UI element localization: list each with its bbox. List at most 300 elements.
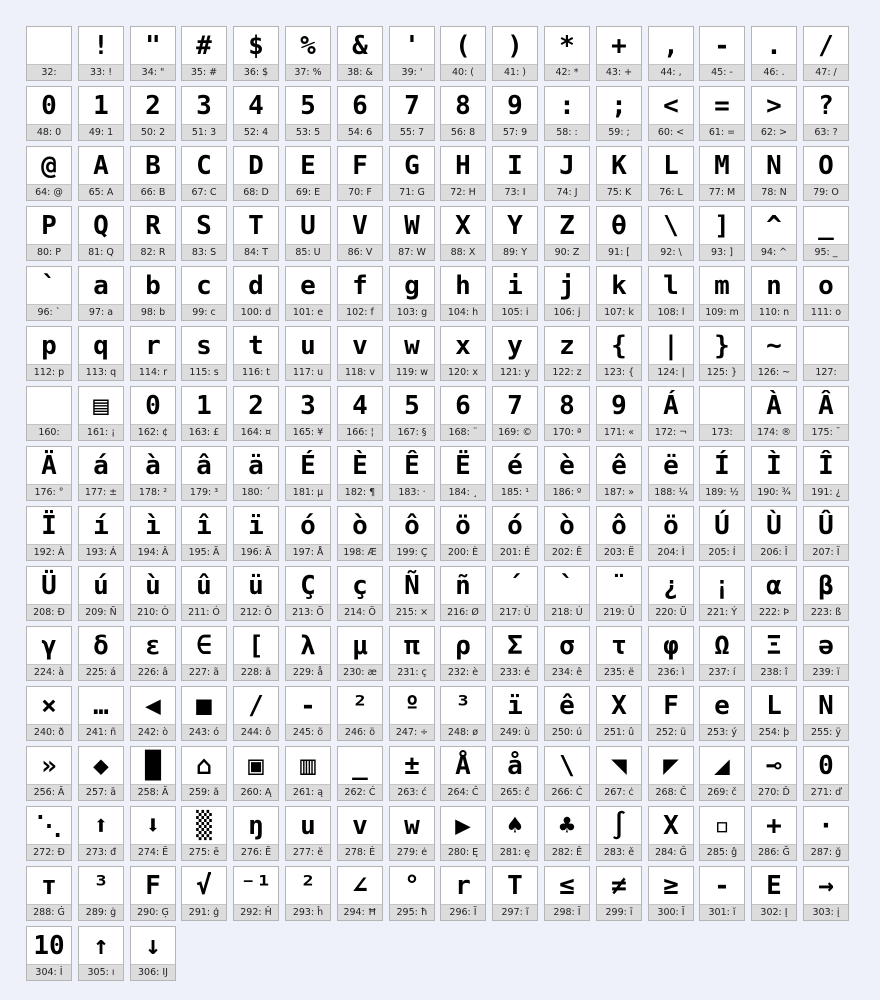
glyph-cell	[596, 326, 642, 381]
glyph-cell	[751, 686, 797, 741]
glyph-cell	[492, 506, 538, 561]
glyph-code-label: 35: #	[182, 64, 226, 80]
glyph-code-label: 88: X	[441, 244, 485, 260]
glyph-character: 6	[455, 391, 471, 421]
glyph-code-label: 244: ô	[234, 724, 278, 740]
glyph-code-label: 227: ã	[182, 664, 226, 680]
glyph-character: ⌂	[196, 751, 212, 781]
glyph-code-label: 213: Õ	[286, 604, 330, 620]
glyph-code-label: 245: õ	[286, 724, 330, 740]
glyph-character: ê	[559, 691, 575, 721]
glyph-code-label: 291: ģ	[182, 904, 226, 920]
glyph-cell	[492, 146, 538, 201]
glyph-cell	[751, 206, 797, 261]
glyph-cell	[389, 386, 435, 441]
glyph-character: \	[559, 751, 575, 781]
glyph-code-label: 81: Q	[79, 244, 123, 260]
glyph-character: ò	[352, 511, 368, 541]
glyph-character: F	[663, 691, 679, 721]
glyph-character: →	[818, 871, 834, 901]
glyph-cell	[492, 446, 538, 501]
glyph-character: ô	[404, 511, 420, 541]
glyph-cell	[78, 626, 124, 681]
glyph-character: B	[145, 151, 161, 181]
glyph-code-label: 83: S	[182, 244, 226, 260]
glyph-cell	[440, 386, 486, 441]
glyph-code-label: 253: ý	[700, 724, 744, 740]
glyph-code-label: 165: ¥	[286, 424, 330, 440]
glyph-code-label: 164: ¤	[234, 424, 278, 440]
glyph-character: ≤	[559, 871, 575, 901]
glyph-code-label: 289: ġ	[79, 904, 123, 920]
glyph-cell	[78, 326, 124, 381]
glyph-character: +	[611, 31, 627, 61]
glyph-code-label: 250: ú	[545, 724, 589, 740]
glyph-character: 4	[352, 391, 368, 421]
glyph-character: Â	[818, 391, 834, 421]
glyph-cell	[440, 446, 486, 501]
glyph-cell	[389, 866, 435, 921]
glyph-character: ə	[818, 631, 834, 661]
glyph-character: h	[455, 271, 471, 301]
glyph-cell	[130, 506, 176, 561]
glyph-character: -	[714, 31, 730, 61]
glyph-code-label: 69: E	[286, 184, 330, 200]
glyph-code-label: 195: Ã	[182, 544, 226, 560]
glyph-character: y	[507, 331, 523, 361]
glyph-character: m	[714, 271, 730, 301]
glyph-cell	[492, 326, 538, 381]
glyph-character: +	[766, 811, 782, 841]
glyph-cell	[596, 566, 642, 621]
glyph-character	[700, 387, 744, 425]
glyph-cell	[648, 446, 694, 501]
glyph-cell	[544, 266, 590, 321]
glyph-cell	[78, 866, 124, 921]
glyph-character: ▤	[93, 391, 109, 421]
glyph-cell	[285, 386, 331, 441]
glyph-cell	[78, 386, 124, 441]
glyph-character: ▥	[300, 751, 316, 781]
glyph-code-label: 184: ¸	[441, 484, 485, 500]
glyph-character: $	[248, 31, 264, 61]
glyph-cell	[699, 866, 745, 921]
glyph-character: X	[455, 211, 471, 241]
glyph-character: ö	[455, 511, 471, 541]
glyph-code-label: 176: °	[27, 484, 71, 500]
glyph-code-label: 248: ø	[441, 724, 485, 740]
glyph-cell	[699, 206, 745, 261]
glyph-cell	[751, 86, 797, 141]
glyph-code-label: 106: j	[545, 304, 589, 320]
glyph-character: ρ	[455, 631, 471, 661]
glyph-cell	[337, 566, 383, 621]
glyph-code-label: 172: ¬	[649, 424, 693, 440]
glyph-cell	[26, 326, 72, 381]
glyph-cell	[78, 26, 124, 81]
glyph-character: w	[404, 811, 420, 841]
glyph-character: À	[766, 391, 782, 421]
glyph-character: α	[766, 571, 782, 601]
glyph-code-label: 169: ©	[493, 424, 537, 440]
glyph-character: √	[196, 871, 212, 901]
glyph-character: î	[196, 511, 212, 541]
glyph-code-label: 52: 4	[234, 124, 278, 140]
glyph-character: 0	[818, 751, 834, 781]
glyph-character: 2	[145, 91, 161, 121]
glyph-character: 3	[196, 91, 212, 121]
glyph-character: í	[93, 511, 109, 541]
glyph-cell	[648, 626, 694, 681]
glyph-cell	[285, 26, 331, 81]
glyph-code-label: 266: Ċ	[545, 784, 589, 800]
glyph-character: Ä	[41, 451, 57, 481]
glyph-code-label: 287: ğ	[804, 844, 848, 860]
glyph-cell	[285, 746, 331, 801]
glyph-character: C	[196, 151, 212, 181]
glyph-code-label: 251: û	[597, 724, 641, 740]
glyph-code-label: 34: "	[131, 64, 175, 80]
glyph-code-label: 290: Ģ	[131, 904, 175, 920]
glyph-code-label: 238: î	[752, 664, 796, 680]
glyph-cell	[544, 746, 590, 801]
glyph-code-label: 108: l	[649, 304, 693, 320]
glyph-code-label: 43: +	[597, 64, 641, 80]
glyph-cell	[233, 806, 279, 861]
glyph-character: q	[93, 331, 109, 361]
glyph-code-label: 281: ę	[493, 844, 537, 860]
glyph-character: -	[714, 871, 730, 901]
glyph-code-label: 33: !	[79, 64, 123, 80]
glyph-cell	[648, 686, 694, 741]
glyph-code-label: 56: 8	[441, 124, 485, 140]
glyph-character: u	[300, 811, 316, 841]
glyph-code-label: 189: ½	[700, 484, 744, 500]
glyph-character: r	[145, 331, 161, 361]
glyph-code-label: 216: Ø	[441, 604, 485, 620]
glyph-cell	[699, 386, 745, 441]
glyph-code-label: 166: ¦	[338, 424, 382, 440]
glyph-code-label: 161: ¡	[79, 424, 123, 440]
glyph-code-label: 91: [	[597, 244, 641, 260]
glyph-code-label: 84: T	[234, 244, 278, 260]
glyph-cell	[233, 146, 279, 201]
glyph-cell	[181, 26, 227, 81]
glyph-cell	[648, 26, 694, 81]
glyph-character: /	[818, 31, 834, 61]
glyph-code-label: 196: Ä	[234, 544, 278, 560]
glyph-cell	[181, 386, 227, 441]
glyph-cell	[751, 326, 797, 381]
glyph-character: █	[145, 751, 161, 781]
glyph-cell	[26, 506, 72, 561]
glyph-code-label: 240: ð	[27, 724, 71, 740]
glyph-character: Ú	[714, 511, 730, 541]
glyph-cell	[233, 386, 279, 441]
glyph-code-label: 188: ¼	[649, 484, 693, 500]
glyph-code-label: 273: đ	[79, 844, 123, 860]
glyph-cell	[803, 446, 849, 501]
glyph-cell	[751, 266, 797, 321]
glyph-code-label: 126: ~	[752, 364, 796, 380]
glyph-cell	[285, 806, 331, 861]
glyph-cell	[181, 266, 227, 321]
glyph-code-label: 51: 3	[182, 124, 226, 140]
glyph-character: ⁻¹	[240, 871, 272, 901]
glyph-character: E	[300, 151, 316, 181]
glyph-cell	[751, 806, 797, 861]
glyph-cell	[803, 386, 849, 441]
glyph-character: ∠	[352, 871, 368, 901]
glyph-code-label: 239: ï	[804, 664, 848, 680]
glyph-cell	[751, 866, 797, 921]
glyph-character: J	[559, 151, 575, 181]
glyph-cell	[596, 266, 642, 321]
glyph-code-label: 292: Ĥ	[234, 904, 278, 920]
glyph-code-label: 212: Ô	[234, 604, 278, 620]
glyph-character	[27, 387, 71, 425]
glyph-character: [	[248, 631, 264, 661]
glyph-character: ë	[663, 451, 679, 481]
glyph-cell	[648, 326, 694, 381]
glyph-character: σ	[559, 631, 575, 661]
glyph-character: ▶	[455, 811, 471, 841]
glyph-code-label: 270: Ď	[752, 784, 796, 800]
glyph-character: á	[93, 451, 109, 481]
glyph-code-label: 87: W	[390, 244, 434, 260]
glyph-code-label: 300: Ĭ	[649, 904, 693, 920]
glyph-code-label: 267: ċ	[597, 784, 641, 800]
glyph-cell	[337, 746, 383, 801]
glyph-character: s	[196, 331, 212, 361]
glyph-character: ç	[352, 571, 368, 601]
glyph-cell	[337, 26, 383, 81]
glyph-character: 8	[455, 91, 471, 121]
glyph-code-label: 113: q	[79, 364, 123, 380]
glyph-code-label: 36: $	[234, 64, 278, 80]
glyph-cell	[596, 86, 642, 141]
glyph-character: ◀	[145, 691, 161, 721]
glyph-character: Î	[818, 451, 834, 481]
glyph-character: `	[41, 271, 57, 301]
glyph-code-label: 209: Ñ	[79, 604, 123, 620]
glyph-character: w	[404, 331, 420, 361]
glyph-character: )	[507, 31, 523, 61]
glyph-code-label: 44: ,	[649, 64, 693, 80]
glyph-character: o	[818, 271, 834, 301]
glyph-cell	[803, 86, 849, 141]
glyph-code-label: 124: |	[649, 364, 693, 380]
glyph-code-label: 65: A	[79, 184, 123, 200]
glyph-character: k	[611, 271, 627, 301]
glyph-code-label: 297: ĩ	[493, 904, 537, 920]
glyph-code-label: 182: ¶	[338, 484, 382, 500]
glyph-cell	[337, 686, 383, 741]
glyph-cell	[130, 446, 176, 501]
glyph-cell	[699, 746, 745, 801]
glyph-cell	[285, 206, 331, 261]
glyph-character: ◢	[714, 751, 730, 781]
glyph-cell	[78, 566, 124, 621]
glyph-character: π	[404, 631, 420, 661]
glyph-code-label: 221: Ý	[700, 604, 744, 620]
glyph-cell	[26, 146, 72, 201]
glyph-character: ³	[93, 871, 109, 901]
glyph-code-label: 198: Æ	[338, 544, 382, 560]
glyph-character: &	[352, 31, 368, 61]
glyph-code-label: 45: -	[700, 64, 744, 80]
glyph-cell	[26, 806, 72, 861]
glyph-cell	[181, 326, 227, 381]
glyph-character: 8	[559, 391, 575, 421]
glyph-character: 7	[507, 391, 523, 421]
glyph-code-label: 220: Ü	[649, 604, 693, 620]
glyph-character: 5	[404, 391, 420, 421]
glyph-code-label: 225: á	[79, 664, 123, 680]
glyph-code-label: 208: Ð	[27, 604, 71, 620]
glyph-character: Ü	[41, 571, 57, 601]
glyph-code-label: 41: )	[493, 64, 537, 80]
glyph-cell	[389, 266, 435, 321]
glyph-cell	[492, 266, 538, 321]
glyph-character: 0	[145, 391, 161, 421]
glyph-cell	[492, 566, 538, 621]
glyph-code-label: 197: Å	[286, 544, 330, 560]
glyph-cell	[389, 686, 435, 741]
glyph-code-label: 46: .	[752, 64, 796, 80]
glyph-code-label: 219: Û	[597, 604, 641, 620]
glyph-cell	[26, 266, 72, 321]
glyph-code-label: 39: '	[390, 64, 434, 80]
glyph-cell	[699, 326, 745, 381]
glyph-code-label: 187: »	[597, 484, 641, 500]
glyph-cell	[285, 326, 331, 381]
glyph-code-label: 201: É	[493, 544, 537, 560]
glyph-code-label: 261: ą	[286, 784, 330, 800]
glyph-cell	[130, 386, 176, 441]
glyph-code-label: 40: (	[441, 64, 485, 80]
glyph-character: P	[41, 211, 57, 241]
glyph-code-label: 119: w	[390, 364, 434, 380]
glyph-code-label: 50: 2	[131, 124, 175, 140]
glyph-character: 7	[404, 91, 420, 121]
glyph-character: °	[404, 871, 420, 901]
glyph-cell	[699, 806, 745, 861]
glyph-cell	[389, 26, 435, 81]
glyph-cell	[596, 506, 642, 561]
glyph-cell	[78, 86, 124, 141]
glyph-character: å	[507, 751, 523, 781]
glyph-cell	[440, 566, 486, 621]
glyph-character: μ	[352, 631, 368, 661]
glyph-character: N	[818, 691, 834, 721]
glyph-cell	[648, 506, 694, 561]
glyph-code-label: 215: ×	[390, 604, 434, 620]
glyph-character: @	[41, 151, 57, 181]
glyph-code-label: 301: ĭ	[700, 904, 744, 920]
glyph-code-label: 175: ¯	[804, 424, 848, 440]
glyph-code-label: 252: ü	[649, 724, 693, 740]
glyph-character: Ë	[455, 451, 471, 481]
glyph-code-label: 162: ¢	[131, 424, 175, 440]
glyph-character: <	[663, 91, 679, 121]
glyph-cell	[181, 866, 227, 921]
glyph-code-label: 112: p	[27, 364, 71, 380]
glyph-cell	[130, 146, 176, 201]
glyph-cell	[233, 866, 279, 921]
glyph-cell	[440, 26, 486, 81]
glyph-code-label: 74: J	[545, 184, 589, 200]
glyph-character: a	[93, 271, 109, 301]
glyph-character: M	[714, 151, 730, 181]
glyph-code-label: 204: Ì	[649, 544, 693, 560]
glyph-cell	[285, 146, 331, 201]
glyph-cell	[440, 746, 486, 801]
glyph-cell	[803, 26, 849, 81]
glyph-cell	[596, 806, 642, 861]
glyph-cell	[26, 926, 72, 981]
glyph-character: 1	[196, 391, 212, 421]
glyph-code-label: 223: ß	[804, 604, 848, 620]
glyph-code-label: 90: Z	[545, 244, 589, 260]
glyph-cell	[751, 146, 797, 201]
glyph-character: ä	[248, 451, 264, 481]
glyph-code-label: 180: ´	[234, 484, 278, 500]
glyph-code-label: 295: ħ	[390, 904, 434, 920]
glyph-code-label: 257: ā	[79, 784, 123, 800]
glyph-code-label: 105: i	[493, 304, 537, 320]
glyph-code-label: 178: ²	[131, 484, 175, 500]
glyph-code-label: 232: è	[441, 664, 485, 680]
glyph-code-label: 115: s	[182, 364, 226, 380]
glyph-cell	[699, 26, 745, 81]
glyph-character: Q	[93, 211, 109, 241]
glyph-code-label: 274: Ē	[131, 844, 175, 860]
glyph-code-label: 276: Ĕ	[234, 844, 278, 860]
glyph-cell	[596, 686, 642, 741]
glyph-character: ⬆	[93, 811, 109, 841]
glyph-code-label: 298: Ī	[545, 904, 589, 920]
glyph-cell	[648, 746, 694, 801]
glyph-cell	[78, 206, 124, 261]
glyph-character: ♠	[507, 811, 523, 841]
glyph-character: V	[352, 211, 368, 241]
glyph-character: ×	[41, 691, 57, 721]
glyph-character: 9	[611, 391, 627, 421]
glyph-cell	[596, 746, 642, 801]
glyph-character: O	[818, 151, 834, 181]
glyph-code-label: 68: D	[234, 184, 278, 200]
glyph-code-label: 303: į	[804, 904, 848, 920]
glyph-character: g	[404, 271, 420, 301]
glyph-code-label: 242: ò	[131, 724, 175, 740]
glyph-cell	[803, 566, 849, 621]
glyph-cell	[440, 326, 486, 381]
glyph-cell	[389, 806, 435, 861]
glyph-character: Ï	[41, 511, 57, 541]
glyph-code-label: 294: Ħ	[338, 904, 382, 920]
glyph-cell	[751, 26, 797, 81]
glyph-cell	[596, 26, 642, 81]
glyph-cell	[699, 566, 745, 621]
glyph-code-label: 58: :	[545, 124, 589, 140]
glyph-cell	[337, 326, 383, 381]
glyph-character: 6	[352, 91, 368, 121]
glyph-code-label: 114: r	[131, 364, 175, 380]
glyph-character: e	[714, 691, 730, 721]
glyph-code-label: 59: ;	[597, 124, 641, 140]
glyph-code-label: 79: O	[804, 184, 848, 200]
